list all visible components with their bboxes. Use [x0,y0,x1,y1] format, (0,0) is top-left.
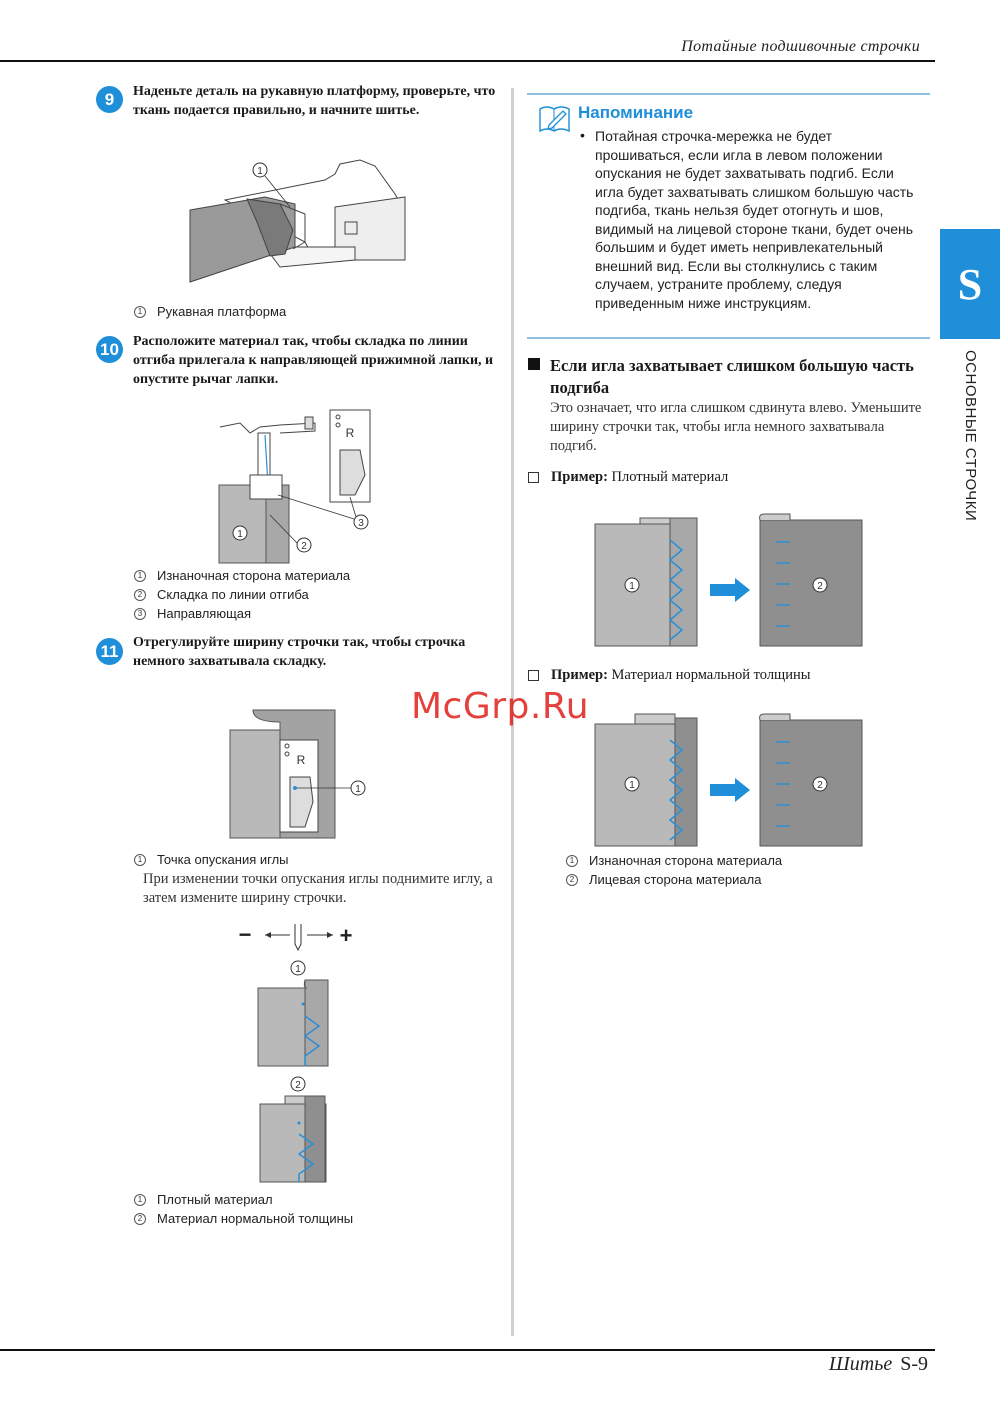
memo-pencil-icon [537,103,573,135]
example-heavy-fabric: Пример: Плотный материал [528,469,728,486]
example-normal-fabric: Пример: Материал нормальной толщины [528,667,810,684]
callout-1-label: 1 [355,784,361,795]
section-square-marker [528,358,540,370]
footer-section: Шитье [828,1353,893,1375]
section-body: Это означает, что игла слишком сдвинута влево. Уменьшите ширину строчки так, чтобы игла немного захватывала подгиб. [550,400,922,454]
presser-foot-illustration [210,405,380,565]
step-11-note: При изменении точки опускания иглы поднимите иглу, а затем измените ширину строчки. [143,871,493,906]
step-10-badge: 10 [96,336,123,363]
page-header-title: Потайные подшивочные строчки [681,38,920,55]
page-number: S-9 [900,1353,928,1375]
memo-bottom-rule [527,337,930,339]
step-11-text: Отрегулируйте ширину строчки так, чтобы строчка немного захватывала складку. [133,635,466,669]
memo-text: Потайная строчка-мережка не будет прошиваться, если игла в левом положении опускания не будет захватывать подгиб. Если игла будет захватывать слишком большую часть подгиба, ткань нельзя будет отогнуть и шов, видимый на лицевой стороне ткани, будет очень большим и будет иметь непривлекательный внешний вид. Если вы столкнулись с таким случаем, устраните проблему, следуя приведенным ниже инструкциям. [595,128,914,311]
footer-rule [0,1349,935,1351]
page-footer [829,1353,928,1376]
step-11-fabric-captions: 1 Плотный материал 2 Материал нормальной толщины [134,1190,353,1228]
callout-1-label: 1 [629,581,635,592]
callout-2-label: 2 [295,1080,301,1091]
section-title: Если игла захватывает слишком большую часть подгиба [550,356,914,397]
callout-2-label: 2 [817,780,823,791]
chapter-tab[interactable]: S [940,229,1000,339]
callout-1-label: 1 [629,780,635,791]
memo-bullet: • [580,127,585,143]
step-9-caption: 1 Рукавная платформа [134,302,286,321]
callout-1-label: 1 [295,964,301,975]
stitch-width-direction-illustration [235,922,360,952]
step-10-text: Расположите материал так, чтобы складка по линии отгиба прилегала к направляющей прижимной лапки, и опустите рычаг лапки. [133,334,494,387]
foot-r-letter: R [345,426,355,440]
checkbox-icon [528,472,539,483]
normal-fabric-comparison [590,710,865,850]
step-9-text: Наденьте деталь на рукавную платформу, проверьте, что ткань подается правильно, и начните шитье. [133,84,496,118]
chapter-label: ОСНОВНЫЕ СТРОЧКИ [962,350,979,522]
watermark: McGrp.Ru [410,686,590,727]
callout-1-label: 1 [237,529,243,540]
header-rule [0,60,935,62]
minus-sign: − [238,922,252,947]
callout-1-label: 1 [257,166,263,177]
callout-3-label: 3 [358,518,364,529]
foot-r-letter: R [296,753,306,767]
section-captions: 1 Изнаночная сторона материала 2 Лицевая сторона материала [566,851,782,889]
plus-sign: + [339,923,353,948]
normal-fabric-stitch-illustration [255,1076,335,1186]
step-10-captions: 1 Изнаночная сторона материала 2 Складка по линии отгиба 3 Направляющая [134,566,350,623]
step-11-caption: 1 Точка опускания иглы [134,850,289,869]
heavy-fabric-stitch-illustration [255,960,335,1070]
callout-2-label: 2 [817,581,823,592]
checkbox-icon [528,670,539,681]
step-11-badge: 11 [96,638,123,665]
step-9-badge: 9 [96,86,123,113]
memo-title: Напоминание [578,103,694,122]
heavy-fabric-comparison [590,510,865,650]
sleeve-arm-illustration [185,152,415,292]
callout-2-label: 2 [301,541,307,552]
memo-top-rule [527,93,930,95]
